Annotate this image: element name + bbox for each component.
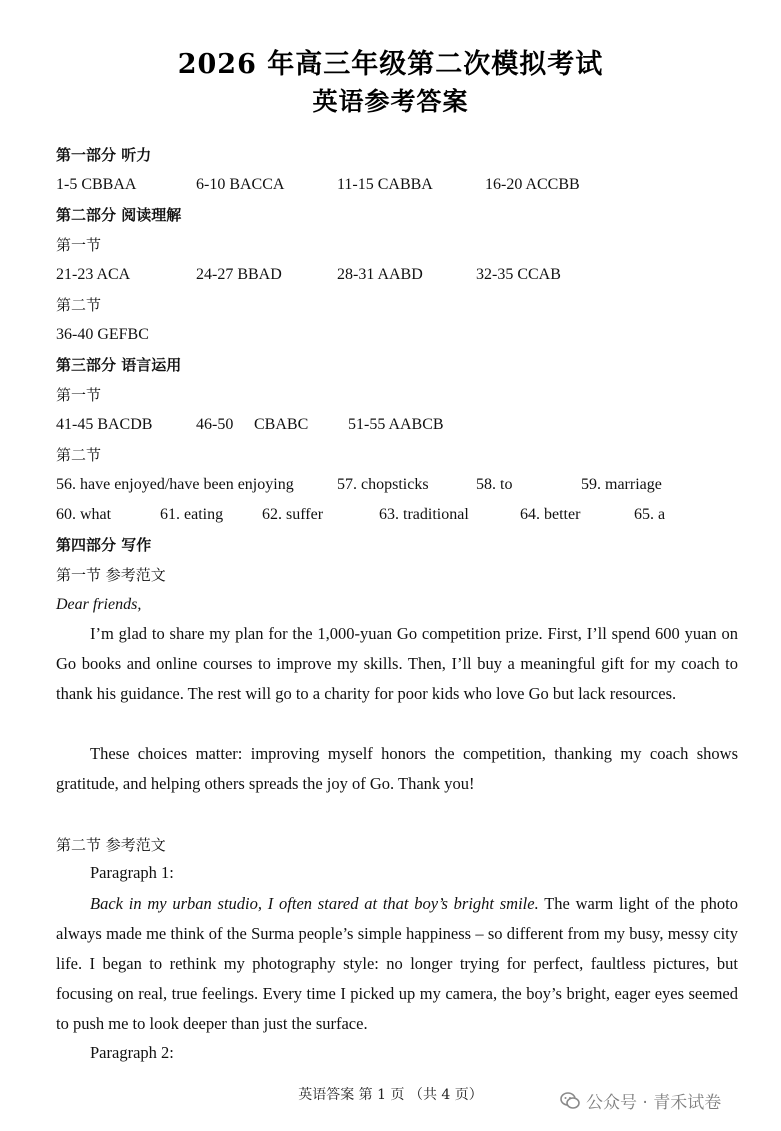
part2-heading: 第二部分 阅读理解: [56, 206, 182, 224]
page-subtitle: 英语参考答案: [312, 87, 469, 116]
part4-section1-label: 第一节 参考范文: [56, 566, 166, 584]
page-title: 2026 年高三年级第二次模拟考试: [177, 49, 604, 80]
answer-group: 41-45 BACDB: [56, 416, 153, 433]
wechat-icon: [560, 1092, 580, 1110]
paragraph1-opening-sentence: Back in my urban studio, I often stared at that boy’s bright smile.: [90, 894, 539, 913]
essay1-paragraph1: I’m glad to share my plan for the 1,000-yuan Go competition prize. First, I’ll spend 600 yuan on Go books and online courses to improve my skills. Then, I’ll buy a meaningful gift for my coach to thank his guidance. The rest will go to a charity for poor kids who love Go but lack resources.: [56, 624, 738, 703]
page-footer: 英语答案 第 1 页 （共 4 页）: [298, 1087, 483, 1103]
answer-group: 24-27 BBAD: [196, 266, 282, 283]
part2-section2-label: 第二节: [56, 296, 102, 314]
answer-group: 21-23 ACA: [56, 266, 131, 283]
answer-item: 64. better: [520, 506, 581, 523]
paragraph1-body: The warm light of the photo always made me think of the Surma people’s simple happiness – so different from my busy, messy city life. I began to rethink my photography style: no longer trying for perfect, faultless pictures, but focusing on real, true feelings. Every time I picked up my camera, the boy’s bright, eager eyes seemed to push me to look deeper than just the surface.: [56, 894, 739, 1033]
answer-group: 51-55 AABCB: [348, 416, 444, 433]
essay1-paragraph2: These choices matter: improving myself honors the competition, thanking my coach shows gratitude, and helping others spreads the joy of Go. Thank you!: [56, 744, 738, 793]
answer-item: 58. to: [476, 476, 513, 493]
part1-heading: 第一部分 听力: [56, 146, 152, 164]
essay2-paragraph1: [56, 889, 738, 1039]
part3-heading: 第三部分 语言运用: [56, 356, 182, 374]
answer-group: 16-20 ACCBB: [485, 176, 580, 193]
answer-group: 11-15 CABBA: [337, 176, 433, 193]
answer-item: 61. eating: [160, 506, 224, 523]
watermark-text: 公众号 · 青禾试卷: [586, 1093, 722, 1113]
answer-group: 6-10 BACCA: [196, 176, 285, 193]
answer-item: 56. have enjoyed/have been enjoying: [56, 476, 294, 493]
answer-group: CBABC: [254, 416, 309, 433]
answer-group: 28-31 AABD: [337, 266, 423, 283]
answer-item: 62. suffer: [262, 506, 324, 523]
answer-item: 63. traditional: [379, 506, 469, 523]
part3-section2-label: 第二节: [56, 446, 102, 464]
answer-group: 32-35 CCAB: [476, 266, 561, 283]
part4-heading: 第四部分 写作: [56, 536, 152, 554]
part3-section1-label: 第一节: [56, 386, 102, 404]
answer-item: 65. a: [634, 506, 666, 523]
part2-section1-label: 第一节: [56, 236, 102, 254]
watermark: [560, 1088, 721, 1113]
part4-section2-label: 第二节 参考范文: [56, 836, 166, 854]
answer-group: 46-50: [196, 416, 234, 433]
essay-salutation: Dear friends,: [56, 596, 142, 613]
answer-group: 1-5 CBBAA: [56, 176, 137, 193]
answer-item: 59. marriage: [581, 476, 662, 493]
answer-item: 60. what: [56, 506, 112, 523]
answer-group: 36-40 GEFBC: [56, 326, 149, 343]
answer-item: 57. chopsticks: [337, 476, 429, 493]
paragraph2-label: Paragraph 2:: [90, 1043, 174, 1062]
paragraph1-label: Paragraph 1:: [90, 863, 174, 882]
